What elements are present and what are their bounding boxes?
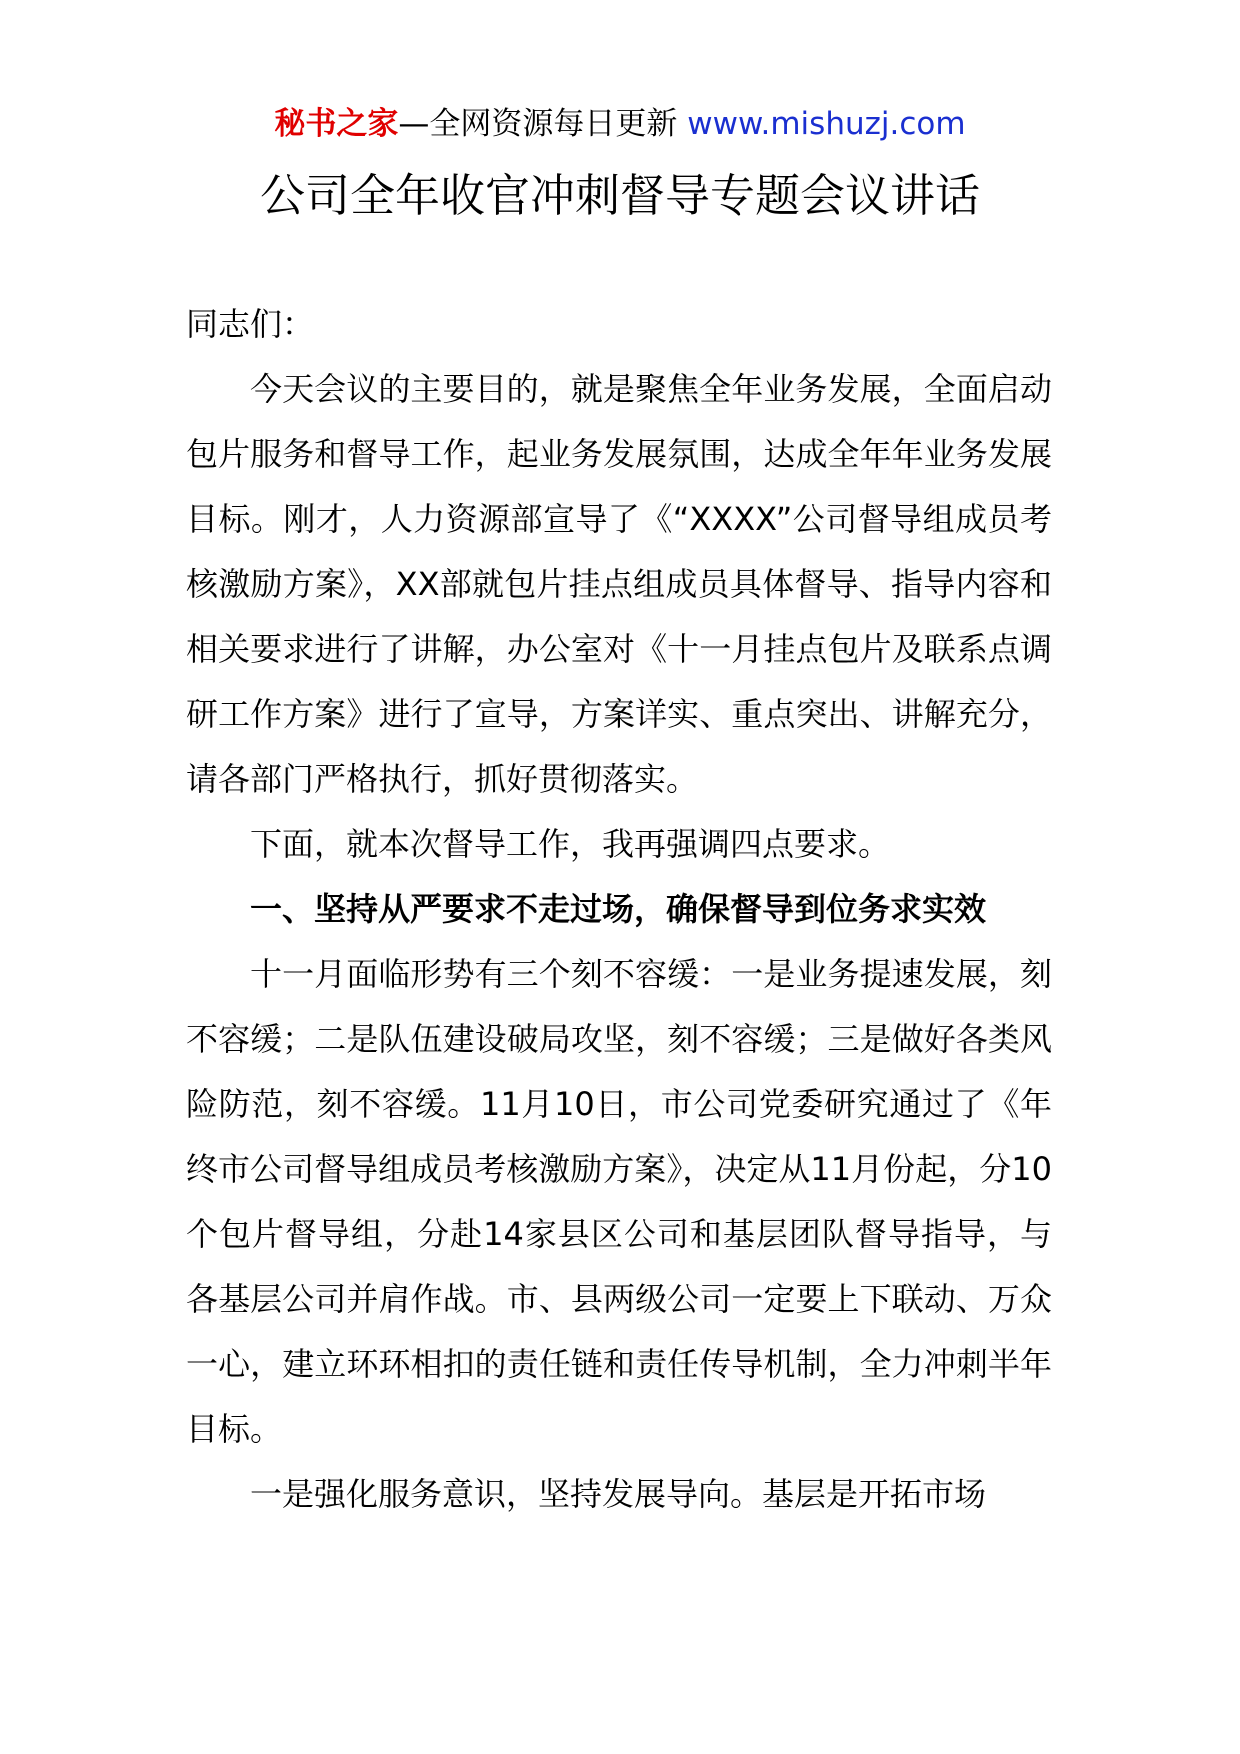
site-url-link[interactable]: www.mishuzj.com [687, 106, 966, 142]
section-heading: 一、坚持从严要求不走过场，确保督导到位务求实效 [250, 890, 987, 928]
document-title: 公司全年收官冲刺督导专题会议讲话 [259, 169, 980, 222]
paragraph-point-one: 一是强化服务意识，坚持发展导向。基层是开拓市场 [250, 1475, 987, 1513]
paragraph-intro: 今天会议的主要目的，就是聚焦全年业务发展，全面启动包片服务和督导工作，起业务发展氛围，达成全年年业务发展目标。刚才，人力资源部宣导了《“XXXX”公司督导组成员考核激励方案》，XX部就包片挂点组成员具体督导、指导内容和相关要求进行了讲解，办公室对《十一月挂点包片及联系点调研工作方案》进行了宣导，方案详实、重点突出、讲解充分，请各部门严格执行，抓好贯彻落实。 [186, 370, 1052, 798]
document-body [186, 292, 1052, 1527]
site-header [0, 100, 1240, 148]
site-brand: 秘书之家 [274, 106, 399, 142]
paragraph-section-body: 十一月面临形势有三个刻不容缓：一是业务提速发展，刻不容缓；二是队伍建设破局攻坚，刻不容缓；三是做好各类风险防范，刻不容缓。11月10日，市公司党委研究通过了《年终市公司督导组成员考核激励方案》，决定从11月份起，分10个包片督导组，分赴14家县区公司和基层团队督导指导，与各基层公司并肩作战。市、县两级公司一定要上下联动、万众一心，建立环环相扣的责任链和责任传导机制，全力冲刺半年目标。 [186, 955, 1052, 1448]
paragraph-transition: 下面，就本次督导工作，我再强调四点要求。 [250, 825, 891, 863]
site-slogan: —全网资源每日更新 [398, 106, 688, 142]
salutation: 同志们： [186, 305, 315, 343]
